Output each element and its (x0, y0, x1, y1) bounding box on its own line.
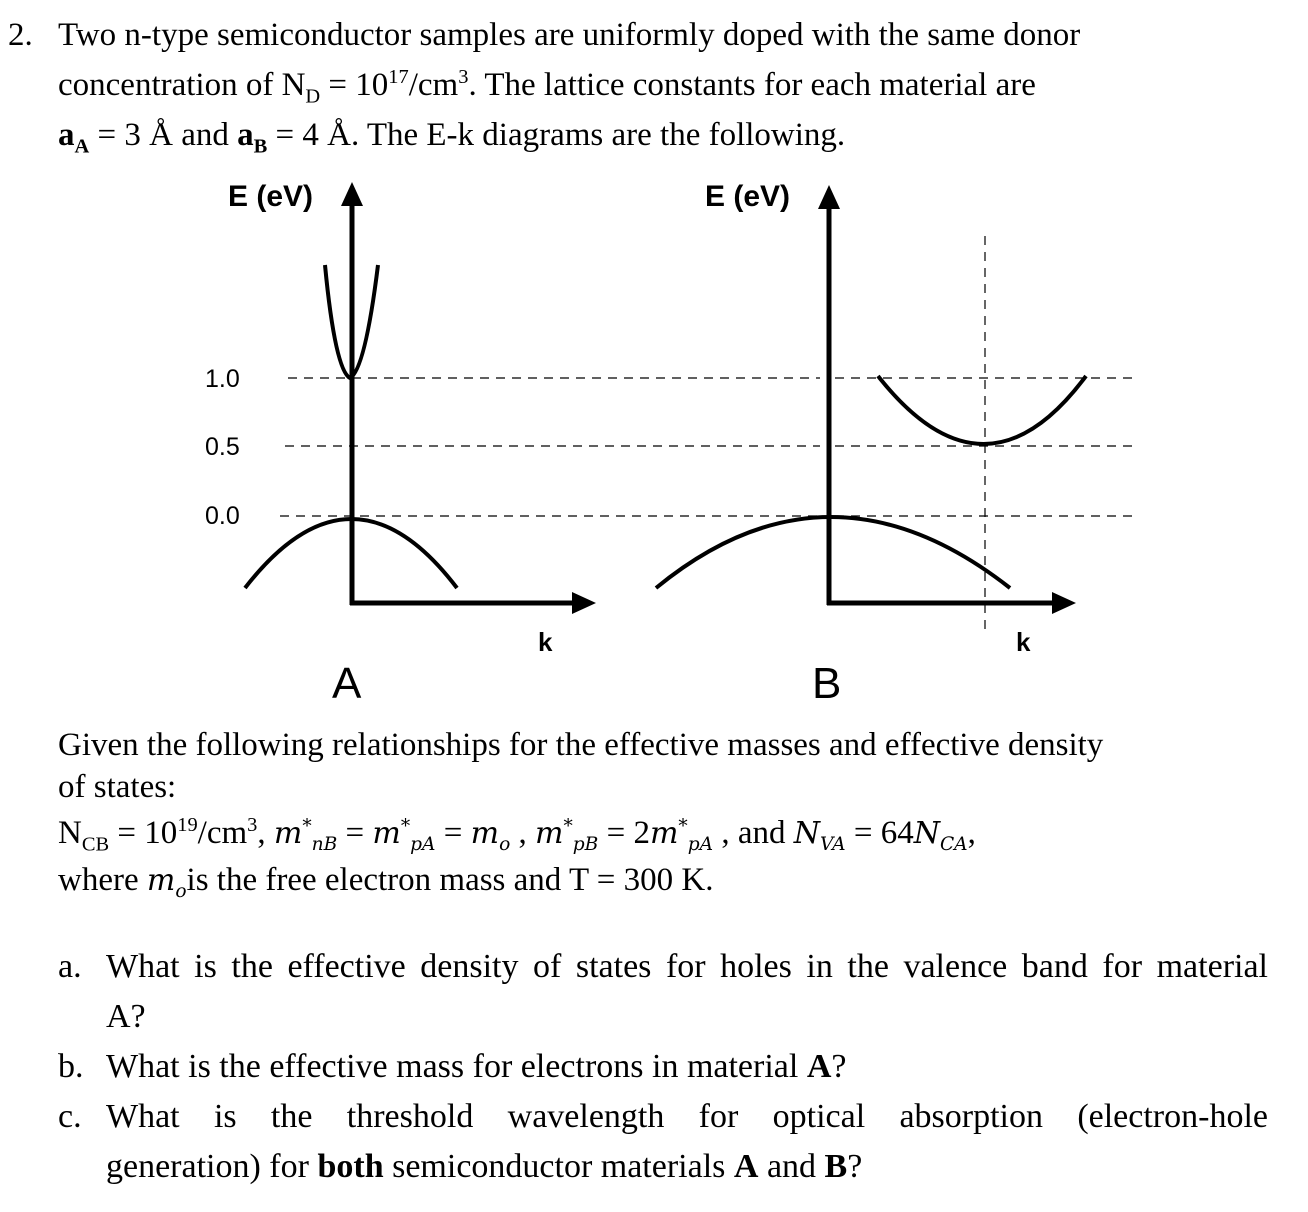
ek-diagram-figure (0, 170, 1308, 710)
tick-label-0-0: 0.0 (205, 502, 240, 530)
panel-b-k-arrowhead (1052, 592, 1076, 614)
problem-number: 2. (8, 17, 33, 53)
panel-b-x-axis-label: k (1016, 627, 1031, 657)
question-a-label: a. (58, 948, 82, 985)
panel-b-conduction-band (878, 376, 1086, 444)
question-c-line-1: What is the threshold wavelength for optical absorption (electron-hole (106, 1098, 1268, 1135)
question-c-label: c. (58, 1098, 82, 1135)
problem-line-2: concentration of $N_D = 10^{17}/cm^3$. The lattice constants for each material are (58, 66, 1036, 108)
question-a-line-2: A? (106, 998, 146, 1035)
problem-line-1: Two n-type semiconductor samples are uniformly doped with the same donor (58, 17, 1081, 53)
panel-b-label: B (812, 659, 842, 708)
question-b-label: b. (58, 1048, 84, 1085)
question-a-line-1: What is the effective density of states for holes in the valence band for material (106, 948, 1268, 985)
panel-b-valence-band (656, 517, 1010, 588)
given-line-2: of states: (58, 769, 177, 805)
problem-line-3: $a_A = 3$ Å and $a_B = 4$ Å. The E-k diagrams are the following. (58, 117, 846, 158)
given-line-4: where $m_ois$ the free electron mass and T = 300 K. (58, 862, 714, 902)
panel-b-e-arrowhead (818, 185, 840, 209)
tick-label-0-5: 0.5 (205, 433, 240, 461)
panel-a-e-arrowhead (341, 182, 363, 206)
tick-label-1-0: 1.0 (205, 365, 240, 393)
question-c-line-2: generation) for both semiconductor materials A and B? (106, 1148, 863, 1185)
question-b-text: What is the effective mass for electrons in material A? (106, 1048, 847, 1085)
panel-b-y-axis-label: E (eV) (705, 180, 791, 213)
dashed-guides (280, 236, 1138, 630)
panel-a-y-axis-label: E (eV) (228, 180, 314, 213)
panel-a-x-axis-label: k (538, 627, 553, 657)
panel-a-label: A (332, 659, 362, 708)
given-line-3: $N_{CB} = 10^{19}/cm^3$, $m^*_{nB} = m^*_{pA} = m_o$ , $m^*_{pB} = 2m^*_{pA}$ , and $N_{VA} = 64N_{CA}$, (58, 814, 976, 856)
given-line-1: Given the following relationships for the effective masses and effective density (58, 727, 1104, 763)
panel-a-k-arrowhead (572, 592, 596, 614)
